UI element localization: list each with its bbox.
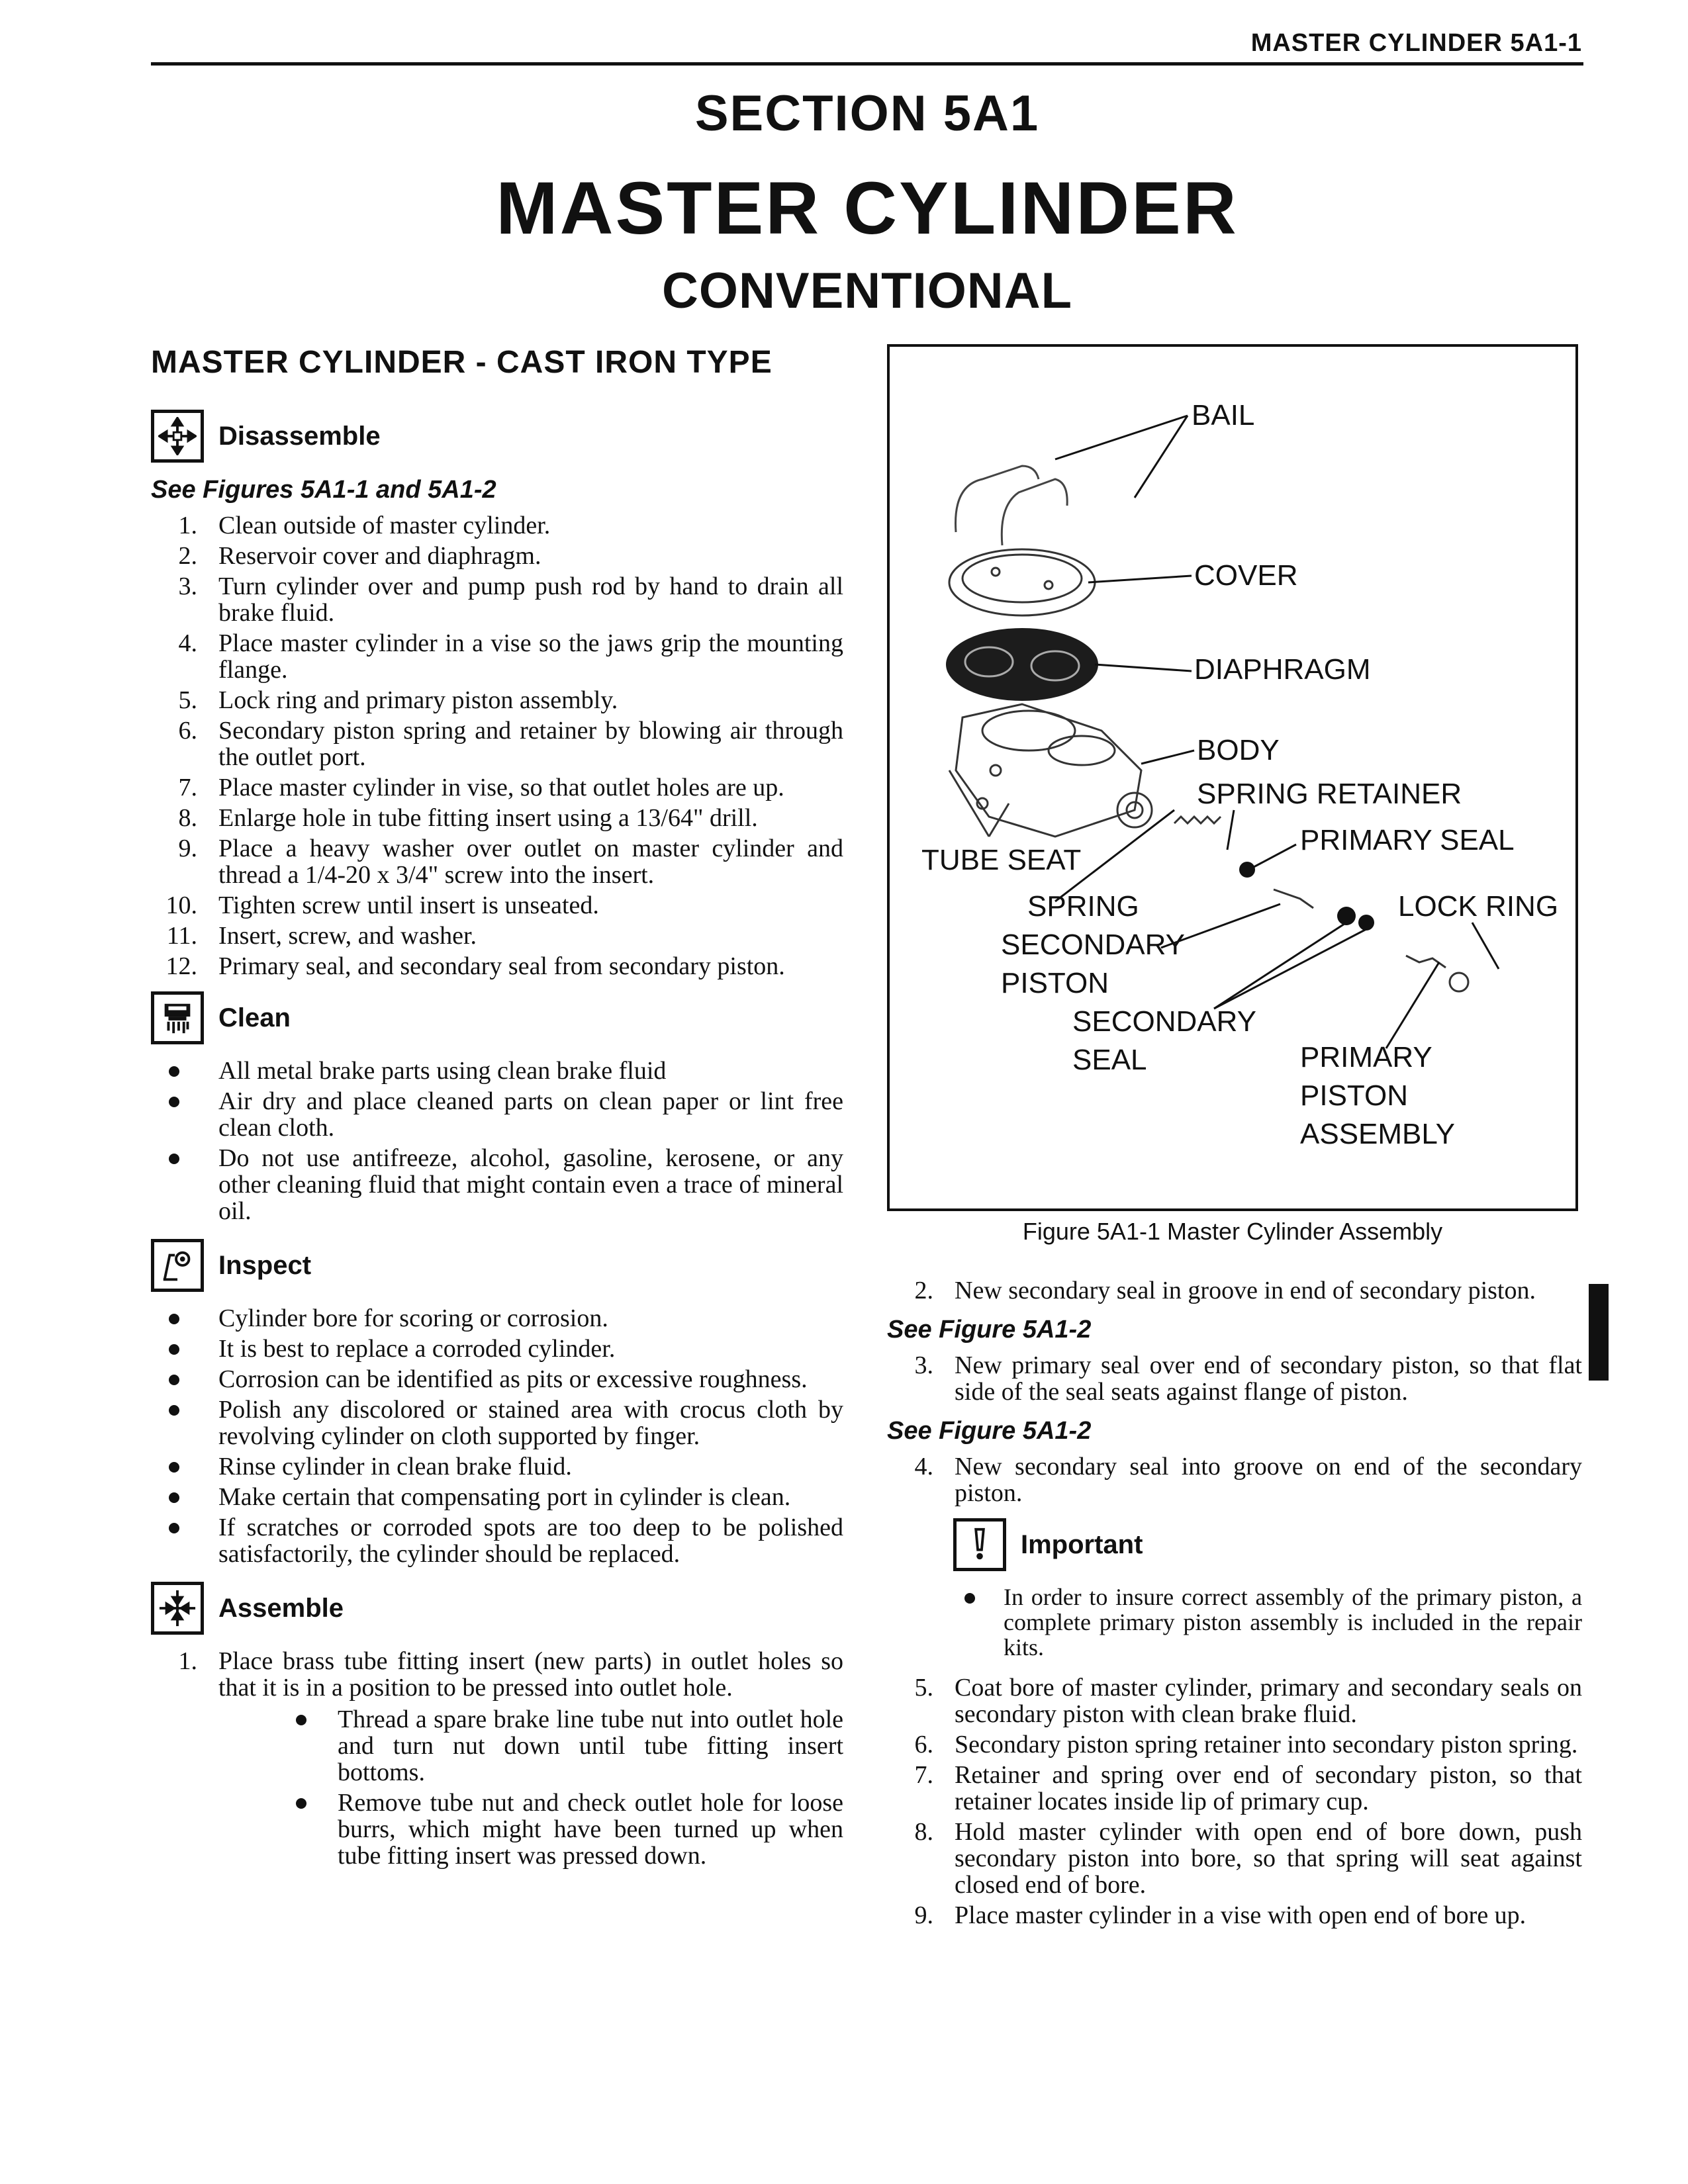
important-items xyxy=(953,1584,1582,1660)
step-text xyxy=(218,1648,843,1873)
label-secondary-piston-2: PISTON xyxy=(1001,967,1109,999)
list-item xyxy=(151,630,843,683)
step-number: 5. xyxy=(914,1674,933,1702)
step-number: 5. xyxy=(178,686,197,714)
list-item xyxy=(151,1088,843,1141)
list-item xyxy=(151,1453,843,1480)
step-number: 1. xyxy=(178,512,197,539)
bullet-text: Remove tube nut and check outlet hole for loose burrs, which might have been turned up when tube fitting insert was pressed down. xyxy=(338,1789,843,1870)
label-body: BODY xyxy=(1197,734,1280,766)
master-cylinder-diagram xyxy=(890,347,1575,1208)
section-edge-tab xyxy=(1589,1284,1609,1381)
list-item xyxy=(151,805,843,831)
bullet-text: All metal brake parts using clean brake fluid xyxy=(218,1057,667,1085)
see-figure-ref: See Figure 5A1-2 xyxy=(887,1316,1092,1343)
step-number: 1. xyxy=(178,1647,197,1675)
bullet-icon xyxy=(151,1088,197,1141)
label-primary-piston-3: ASSEMBLY xyxy=(1300,1118,1455,1150)
step-text: Turn cylinder over and pump push rod by hand to drain all brake fluid. xyxy=(218,572,843,627)
list-item xyxy=(151,1305,843,1332)
assemble-steps-continued xyxy=(887,1674,1582,1929)
list-item xyxy=(887,1819,1582,1898)
step-text: Hold master cylinder with open end of bore down, push secondary piston into bore, so that spring will seat against closed end of bore. xyxy=(955,1818,1582,1899)
list-item xyxy=(151,543,843,569)
disassemble-icon xyxy=(151,410,204,463)
assemble-step-4 xyxy=(887,1453,1582,1506)
step-number: 9. xyxy=(178,835,197,862)
figure-caption: Figure 5A1-1 Master Cylinder Assembly xyxy=(1022,1218,1443,1245)
page-subtitle: CONVENTIONAL xyxy=(662,263,1072,319)
step-number: 6. xyxy=(914,1731,933,1758)
label-secondary-seal-1: SECONDARY xyxy=(1072,1005,1256,1038)
step-number: 2. xyxy=(178,542,197,570)
inspect-header xyxy=(151,1239,843,1292)
bullet-text: Polish any discolored or stained area with crocus cloth by revolving cylinder on cloth supported by finger. xyxy=(218,1396,843,1450)
bullet-icon xyxy=(151,1366,197,1392)
bullet-icon xyxy=(151,1145,197,1224)
label-spring-retainer: SPRING RETAINER xyxy=(1197,778,1462,810)
list-item xyxy=(151,512,843,539)
step-number: 4. xyxy=(914,1453,933,1480)
step-text: Reservoir cover and diaphragm. xyxy=(218,542,541,570)
bullet-text: Do not use antifreeze, alcohol, gasoline, kerosene, or any other cleaning fluid that might contain even a trace of mineral oil. xyxy=(218,1144,843,1225)
list-item xyxy=(887,1902,1582,1929)
bail-drawing xyxy=(956,466,1068,545)
list-item xyxy=(151,1484,843,1510)
assemble-step-3 xyxy=(887,1352,1582,1405)
body-drawing xyxy=(956,704,1152,837)
figure-5a1-1 xyxy=(887,344,1578,1211)
list-item xyxy=(887,1352,1582,1405)
assemble-steps xyxy=(151,1648,843,1873)
clean-label: Clean xyxy=(218,1003,291,1032)
list-item xyxy=(151,774,843,801)
step-number: 10. xyxy=(165,891,197,919)
list-item xyxy=(151,835,843,888)
bullet-icon xyxy=(285,1706,318,1786)
step-text: Primary seal, and secondary seal from secondary piston. xyxy=(218,952,785,980)
assemble-label: Assemble xyxy=(218,1593,344,1623)
bullet-icon xyxy=(151,1336,197,1362)
clean-header xyxy=(151,991,843,1044)
step-text: New primary seal over end of secondary piston, so that flat side of the seal seats against flange of piston. xyxy=(955,1351,1582,1406)
step-number: 4. xyxy=(178,629,197,657)
clean-items xyxy=(151,1058,843,1224)
list-item xyxy=(151,687,843,713)
step-text: Retainer and spring over end of secondary piston, so that retainer locates inside lip of primary cup. xyxy=(955,1761,1582,1815)
step-number: 8. xyxy=(178,804,197,832)
step-number: 3. xyxy=(914,1351,933,1379)
bullet-text: If scratches or corroded spots are too deep to be polished satisfactorily, the cylinder should be replaced. xyxy=(218,1514,843,1568)
inspect-icon xyxy=(151,1239,204,1292)
assemble-icon xyxy=(151,1582,204,1635)
disassemble-label: Disassemble xyxy=(218,421,381,451)
label-secondary-piston-1: SECONDARY xyxy=(1001,929,1185,961)
bullet-text: Rinse cylinder in clean brake fluid. xyxy=(218,1453,572,1480)
list-item xyxy=(151,1514,843,1567)
label-primary-piston-1: PRIMARY xyxy=(1300,1041,1432,1073)
label-tube-seat: TUBE SEAT xyxy=(921,844,1082,876)
list-item xyxy=(151,1366,843,1392)
step-number: 11. xyxy=(166,922,197,950)
step-number: 2. xyxy=(914,1277,933,1304)
list-item xyxy=(887,1453,1582,1506)
bullet-icon xyxy=(151,1396,197,1449)
label-diaphragm: DIAPHRAGM xyxy=(1194,653,1371,686)
list-item xyxy=(151,923,843,949)
step-text: Secondary piston spring and retainer by blowing air through the outlet port. xyxy=(218,717,843,771)
assemble-step-1 xyxy=(151,1648,843,1873)
header-rule xyxy=(151,62,1583,66)
left-column xyxy=(151,344,843,1885)
inspect-items xyxy=(151,1305,843,1567)
bullet-icon xyxy=(151,1484,197,1510)
bullet-text: Corrosion can be identified as pits or excessive roughness. xyxy=(218,1365,808,1393)
bullet-icon xyxy=(285,1790,318,1869)
important-label: Important xyxy=(1021,1529,1143,1559)
list-item xyxy=(151,717,843,770)
section-heading: MASTER CYLINDER - CAST IRON TYPE xyxy=(151,345,773,380)
step-text: New secondary seal in groove in end of secondary piston. xyxy=(955,1277,1536,1304)
disassemble-steps xyxy=(151,512,843,979)
important-icon xyxy=(953,1518,1006,1571)
label-primary-seal: PRIMARY SEAL xyxy=(1300,824,1515,856)
step-text: Lock ring and primary piston assembly. xyxy=(218,686,618,714)
list-item xyxy=(151,1058,843,1084)
step-text: Enlarge hole in tube fitting insert using a 13/64" drill. xyxy=(218,804,758,832)
bullet-icon xyxy=(151,1453,197,1480)
step-text: Clean outside of master cylinder. xyxy=(218,512,551,539)
running-head: MASTER CYLINDER 5A1-1 xyxy=(1250,29,1582,57)
step-text-content: Place brass tube fitting insert (new parts) in outlet holes so that it is in a position to be pressed into outlet hole. xyxy=(218,1647,843,1702)
bullet-icon xyxy=(151,1305,197,1332)
bullet-text: Cylinder bore for scoring or corrosion. xyxy=(218,1304,608,1332)
bullet-text: Make certain that compensating port in cylinder is clean. xyxy=(218,1483,791,1511)
list-item xyxy=(285,1790,843,1869)
assemble-step-2 xyxy=(887,1277,1582,1304)
step-number: 6. xyxy=(178,717,197,745)
spring-drawing xyxy=(1174,817,1221,823)
disassemble-header xyxy=(151,410,843,463)
step-number: 7. xyxy=(914,1761,933,1789)
label-lock-ring: LOCK RING xyxy=(1398,890,1559,923)
step-number: 7. xyxy=(178,774,197,801)
inspect-label: Inspect xyxy=(218,1250,312,1280)
bullet-text: It is best to replace a corroded cylinder. xyxy=(218,1335,616,1363)
diaphragm-drawing xyxy=(946,628,1098,701)
label-cover: COVER xyxy=(1194,559,1298,592)
bullet-icon xyxy=(953,1584,986,1660)
section-number: SECTION 5A1 xyxy=(694,85,1040,142)
step-text: Place master cylinder in a vise with open end of bore up. xyxy=(955,1901,1526,1929)
assemble-header xyxy=(151,1582,843,1635)
clean-icon xyxy=(151,991,204,1044)
list-item xyxy=(887,1762,1582,1815)
bullet-text: Air dry and place cleaned parts on clean paper or lint free clean cloth. xyxy=(218,1087,843,1142)
label-secondary-seal-2: SEAL xyxy=(1072,1044,1147,1076)
bullet-text: Thread a spare brake line tube nut into outlet hole and turn nut down until tube fitting insert bottoms. xyxy=(338,1706,843,1786)
list-item xyxy=(887,1731,1582,1758)
step-text: Place a heavy washer over outlet on master cylinder and thread a 1/4-20 x 3/4" screw into the insert. xyxy=(218,835,843,889)
list-item xyxy=(151,573,843,626)
label-primary-piston-2: PISTON xyxy=(1300,1079,1409,1112)
right-column xyxy=(887,1277,1582,1940)
page-title: MASTER CYLINDER xyxy=(496,167,1239,250)
step-number: 12. xyxy=(165,952,197,980)
step-number: 8. xyxy=(914,1818,933,1846)
label-spring: SPRING xyxy=(1027,890,1139,923)
see-figures-ref: See Figures 5A1-1 and 5A1-2 xyxy=(151,476,496,504)
list-item xyxy=(151,1145,843,1224)
bullet-icon xyxy=(151,1058,197,1084)
step-number: 3. xyxy=(178,572,197,600)
list-item xyxy=(285,1706,843,1786)
list-item xyxy=(151,1396,843,1449)
label-bail: BAIL xyxy=(1192,399,1255,432)
see-figure-ref: See Figure 5A1-2 xyxy=(887,1417,1092,1445)
list-item xyxy=(151,953,843,979)
step-number: 9. xyxy=(914,1901,933,1929)
step-text: New secondary seal into groove on end of the secondary piston. xyxy=(955,1453,1582,1507)
list-item xyxy=(887,1674,1582,1727)
cover-drawing xyxy=(949,549,1095,615)
step-text: Coat bore of master cylinder, primary and secondary seals on secondary piston with clean brake fluid. xyxy=(955,1674,1582,1728)
bullet-icon xyxy=(151,1514,197,1567)
step-text: Tighten screw until insert is unseated. xyxy=(218,891,599,919)
list-item xyxy=(151,892,843,919)
important-header xyxy=(953,1518,1582,1571)
list-item xyxy=(151,1336,843,1362)
step-text: Place master cylinder in a vise so the jaws grip the mounting flange. xyxy=(218,629,843,684)
step-text: Secondary piston spring retainer into secondary piston spring. xyxy=(955,1731,1578,1758)
list-item xyxy=(887,1277,1582,1304)
assemble-sub-items xyxy=(285,1706,843,1869)
step-text: Place master cylinder in vise, so that outlet holes are up. xyxy=(218,774,784,801)
bullet-text: In order to insure correct assembly of the primary piston, a complete primary piston assembly is included in the repair kits. xyxy=(1004,1584,1582,1661)
step-text: Insert, screw, and washer. xyxy=(218,922,477,950)
list-item xyxy=(953,1584,1582,1660)
